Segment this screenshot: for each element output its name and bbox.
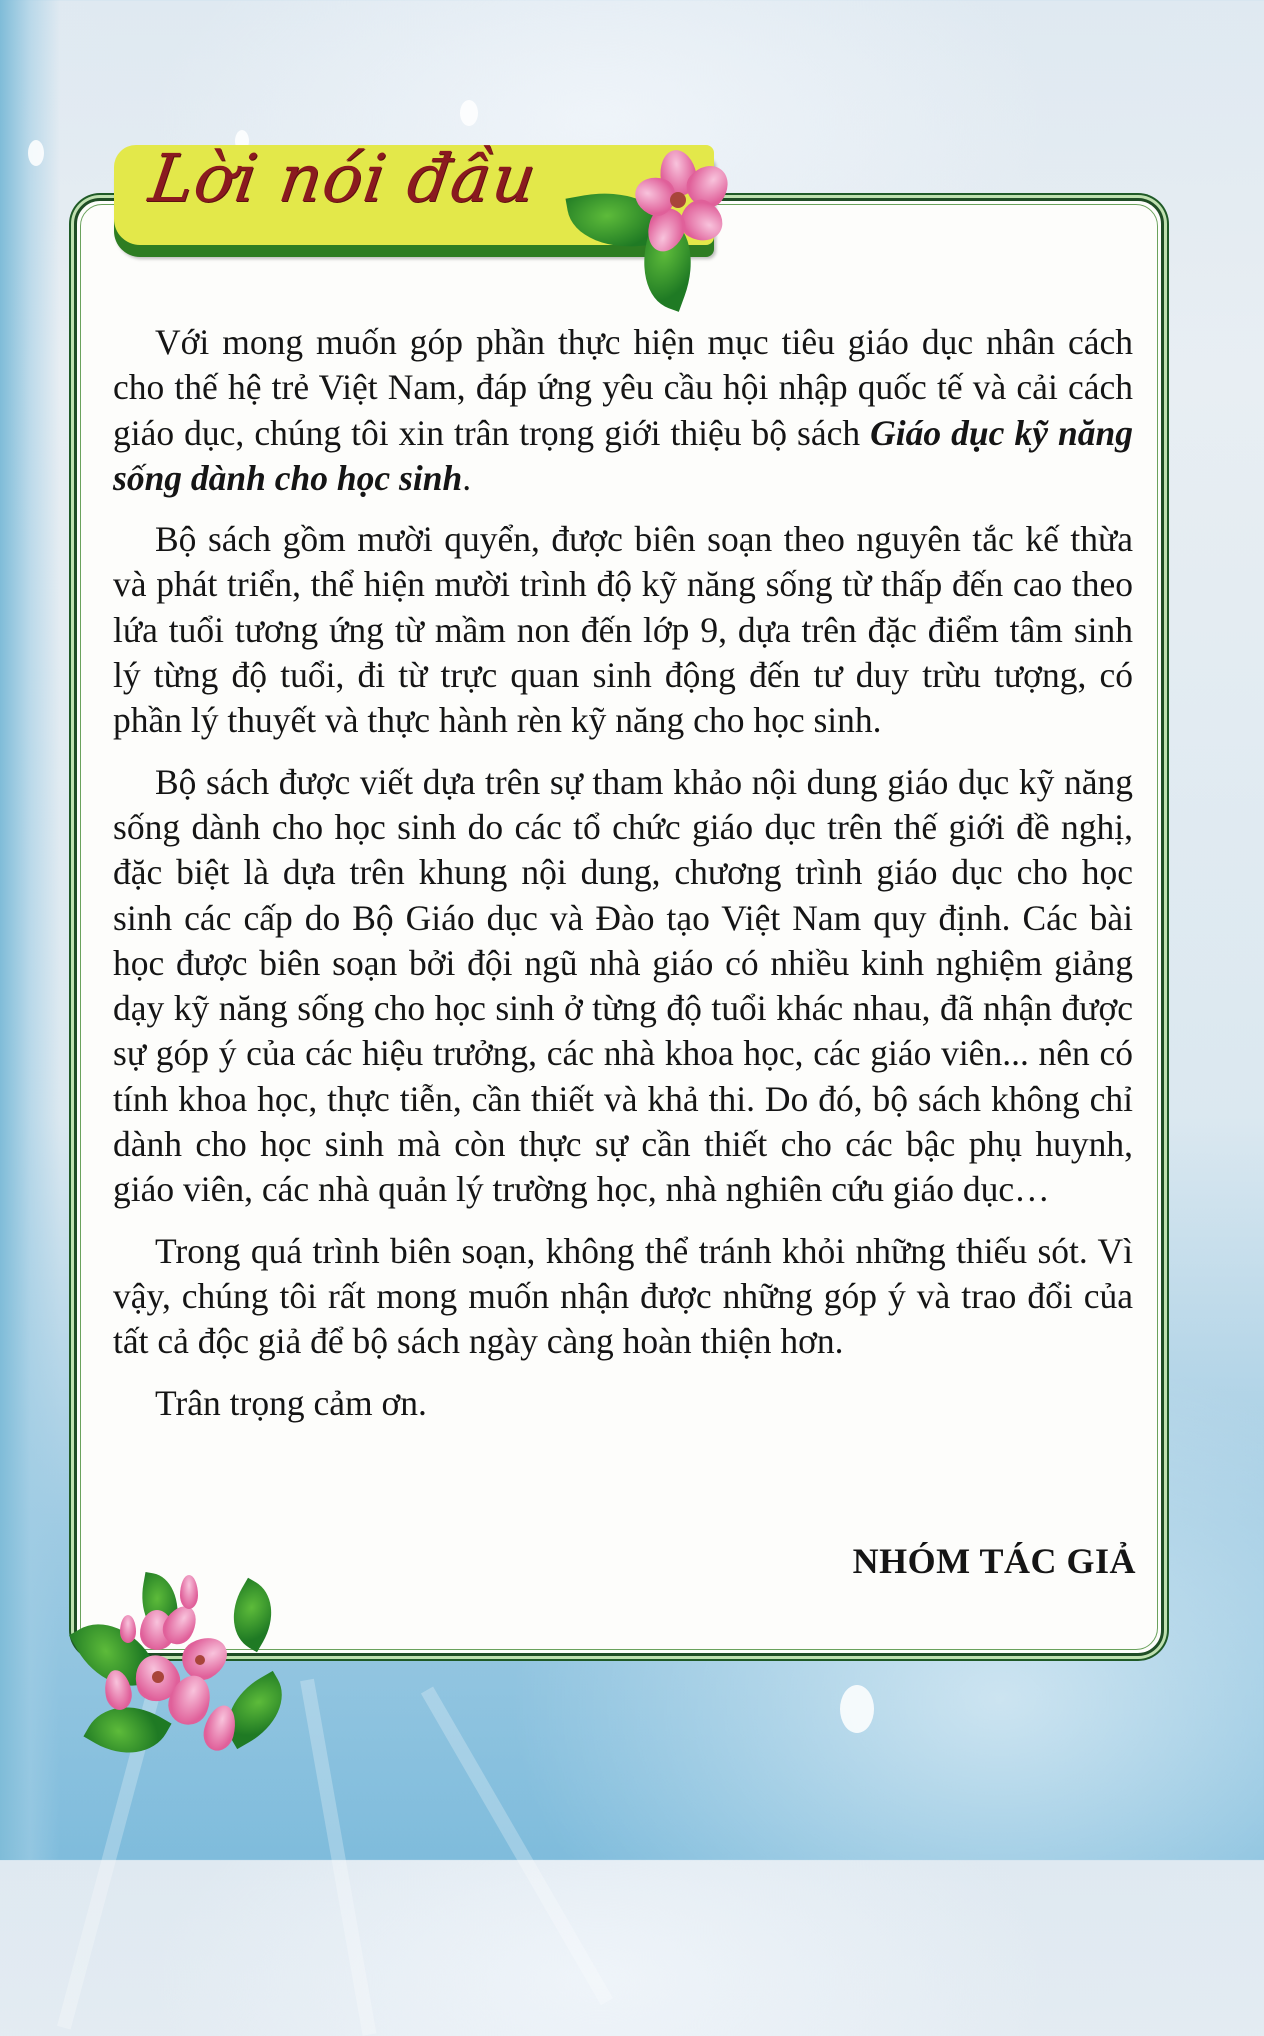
pink-blossom-cluster-icon [80,1575,310,1775]
light-ray [421,1687,613,2006]
preface-body [113,320,1133,1442]
bokeh-dot [460,100,478,126]
book-series-title: Giáo dục kỹ năng sống dành cho học sinh [113,412,1133,498]
paragraph-text: Với mong muốn góp phần thực hiện mục tiêu giáo dục nhân cách cho thế hệ trẻ Việt Nam, đáp ứng yêu cầu hội nhập quốc tế và cải cách giáo dục, chúng tôi xin trân trọng giới thiệu bộ sách [113,322,1133,453]
page-title: Lời nói đầu [144,140,542,217]
light-ray [300,1679,376,2036]
flower-bud [120,1615,136,1643]
closing-line: Trân trọng cảm ơn. [155,1382,427,1423]
background-left-edge [0,0,60,1860]
paragraph-3: Bộ sách được viết dựa trên sự tham khảo nội dung giáo dục kỹ năng sống dành cho học sinh do các tổ chức giáo dục trên thế giới đề nghị, đặc biệt là dựa trên khung nội dung, chương trình giáo dục cho học sinh các cấp do Bộ Giáo dục và Đào tạo Việt Nam quy định. Các bài học được biên soạn bởi đội ngũ nhà giáo có nhiều kinh nghiệm giảng dạy kỹ năng sống cho học sinh ở từng độ tuổi khác nhau, đã nhận được sự góp ý của các hiệu trưởng, các nhà khoa học, các giáo viên... nên có tính khoa học, thực tiễn, cần thiết và khả thi. Do đó, bộ sách không chỉ dành cho học sinh mà còn thực sự cần thiết cho các bậc phụ huynh, giáo viên, các nhà quản lý trường học, nhà nghiên cứu giáo dục… [113,761,1133,1210]
flower-center [152,1671,164,1683]
paragraph-tail: . [462,457,472,498]
paragraph-1 [113,320,1133,501]
bokeh-dot [840,1685,874,1733]
pink-flower-with-leaves-icon [570,140,750,290]
paragraph-2: Bộ sách gồm mười quyển, được biên soạn theo nguyên tắc kế thừa và phát triển, thể hiện mười trình độ kỹ năng sống từ thấp đến cao theo lứa tuổi tương ứng từ mầm non đến lớp 9, dựa trên đặc điểm tâm sinh lý từng độ tuổi, đi từ trực quan sinh động đến tư duy trừu tượng, có phần lý thuyết và thực hành rèn kỹ năng cho học sinh. [113,519,1133,741]
signature: NHÓM TÁC GIẢ [852,1541,1136,1581]
flower-center [195,1655,205,1665]
leaf-icon [218,1578,287,1652]
bokeh-dot [28,140,44,166]
flower-bud [180,1575,198,1609]
flower-center [670,192,686,208]
paragraph-4: Trong quá trình biên soạn, không thể tránh khỏi những thiếu sót. Vì vậy, chúng tôi rất mong muốn nhận được những góp ý và trao đổi của tất cả độc giả để bộ sách ngày càng hoàn thiện hơn. [113,1230,1133,1362]
